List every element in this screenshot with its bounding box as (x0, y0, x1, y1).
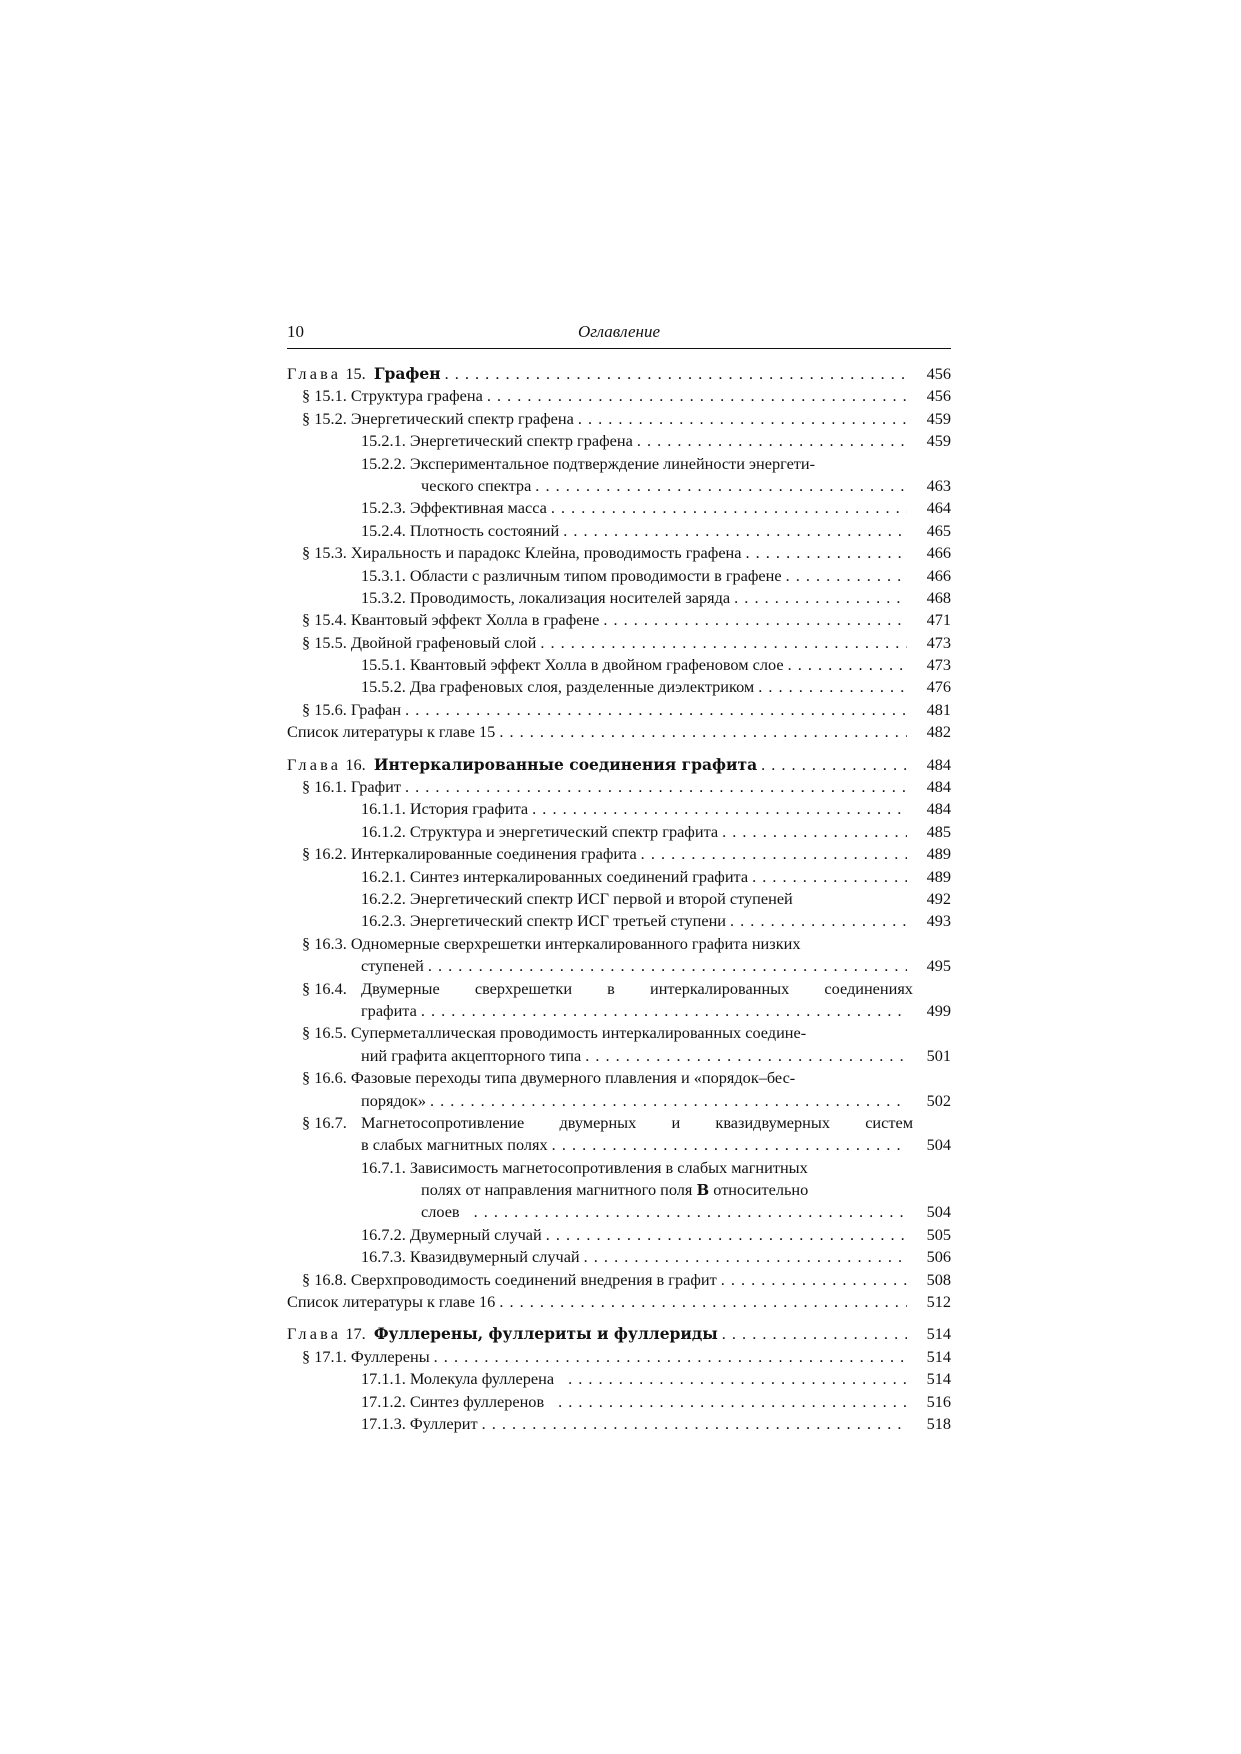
section-number: § 17.1. (302, 1346, 347, 1366)
toc-subsection-line3[interactable] (287, 1201, 951, 1223)
section-number: § 16.8. (302, 1269, 347, 1289)
toc-subsection[interactable] (287, 821, 951, 843)
toc-section[interactable] (287, 1346, 951, 1368)
toc-subsection[interactable] (287, 654, 951, 676)
page-ref: 504 (926, 1135, 951, 1155)
subsection-number: 15.5.1. (361, 655, 406, 675)
section-title: Суперметаллическая проводимость интеркалированных соедине- (350, 1023, 807, 1043)
section-title (361, 978, 913, 1000)
page-ref: 514 (926, 1324, 951, 1344)
toc-subsection[interactable] (287, 910, 951, 932)
toc-subsection[interactable] (287, 1224, 951, 1246)
leader-dots (603, 609, 907, 631)
subsection-title: Два графеновых слоя, разделенные диэлектриком (409, 677, 755, 697)
leader-dots (487, 385, 907, 407)
page-ref: 499 (926, 1000, 951, 1020)
toc-subsection[interactable] (287, 430, 951, 452)
toc-section[interactable] (287, 843, 951, 865)
page-ref: 468 (926, 587, 951, 607)
page-ref: 492 (926, 888, 951, 908)
chapter-number: 17. (345, 1324, 366, 1344)
title-word: Магнетосопротивление (361, 1112, 525, 1132)
toc-subsection[interactable] (287, 497, 951, 519)
leader-dots (405, 776, 907, 798)
chapter-title: Фуллерены, фуллериты и фуллериды (373, 1324, 718, 1344)
leader-dots (637, 430, 907, 452)
toc-section[interactable] (287, 385, 951, 407)
subsection-title: Двумерный случай (409, 1224, 542, 1244)
chapter-number: 16. (345, 754, 366, 774)
toc-section-line2[interactable] (287, 1000, 951, 1022)
toc-subsection-line1[interactable] (287, 1157, 951, 1179)
leader-dots (578, 408, 907, 430)
leader-dots (428, 955, 907, 977)
subsection-number: 16.7.1. (361, 1157, 406, 1177)
toc-section-line1[interactable] (287, 978, 951, 1000)
leader-dots (535, 475, 907, 497)
section-number: § 16.1. (302, 777, 347, 797)
subsection-number: 17.1.3. (361, 1413, 406, 1433)
section-title: Графан (350, 699, 402, 719)
subsection-number: 15.5.2. (361, 677, 406, 697)
chapter-word: Глава (287, 754, 342, 774)
toc-section-line2[interactable] (287, 955, 951, 977)
leader-dots (546, 1224, 907, 1246)
page-ref: 466 (926, 565, 951, 585)
title-word: квазидвумерных (715, 1112, 830, 1132)
subsection-title-cont: слоев (421, 1202, 460, 1222)
subsection-title: Синтез интеркалированных соединений графита (409, 866, 749, 886)
title-word: в (607, 978, 615, 998)
section-number: § 15.2. (302, 408, 347, 428)
title-word: сверхрешетки (474, 978, 573, 998)
leader-dots (430, 1090, 907, 1112)
subsection-number: 16.2.2. (361, 888, 406, 908)
chapter-word: Глава (287, 364, 342, 383)
toc-section-line1[interactable] (287, 933, 951, 955)
section-number: § 15.4. (302, 610, 347, 630)
subsection-title: Энергетический спектр графена (409, 431, 633, 451)
page-ref: 484 (926, 754, 951, 774)
page-ref: 485 (926, 821, 951, 841)
page-ref: 484 (926, 777, 951, 797)
leader-dots (722, 1323, 907, 1345)
toc-section[interactable] (287, 699, 951, 721)
section-title: Одномерные сверхрешетки интеркалированного графита низких (350, 933, 801, 953)
toc-subsection[interactable] (287, 866, 951, 888)
toc-subsection[interactable] (287, 798, 951, 820)
subsection-title: Структура и энергетический спектр графита (409, 821, 719, 841)
leader-dots (540, 632, 907, 654)
toc-subsection[interactable] (287, 676, 951, 698)
leader-dots (558, 1391, 907, 1413)
page-ref: 512 (926, 1292, 951, 1312)
toc-section[interactable] (287, 408, 951, 430)
section-title: Квантовый эффект Холла в графене (350, 610, 600, 630)
page-ref: 516 (926, 1391, 951, 1411)
leader-dots (568, 1368, 907, 1390)
toc-subsection[interactable] (287, 565, 951, 587)
leader-dots (641, 843, 907, 865)
leader-dots (552, 1134, 907, 1156)
section-number: § 16.5. (302, 1023, 347, 1043)
subsection-number: 15.2.1. (361, 431, 406, 451)
subsection-number: 16.1.2. (361, 821, 406, 841)
section-number: § 16.2. (302, 844, 347, 864)
page-ref: 481 (926, 699, 951, 719)
page-ref: 463 (926, 475, 951, 495)
section-number: § 15.6. (302, 699, 347, 719)
toc-chapter-17[interactable] (287, 1323, 951, 1345)
toc-subsection[interactable] (287, 888, 951, 910)
section-title (361, 1112, 913, 1134)
leader-dots (499, 721, 907, 743)
subsection-title: Проводимость, локализация носителей заряда (409, 587, 731, 607)
page-ref: 508 (926, 1269, 951, 1289)
subsection-title: Области с различным типом проводимости в графене (409, 565, 782, 585)
section-title: Фуллерены (350, 1346, 430, 1366)
subsection-number: 16.7.3. (361, 1247, 406, 1267)
leader-dots (734, 587, 907, 609)
leader-dots (788, 654, 907, 676)
section-number: § 15.1. (302, 386, 347, 406)
page-ref: 489 (926, 844, 951, 864)
page-ref: 459 (926, 431, 951, 451)
toc-subsection[interactable] (287, 1368, 951, 1390)
section-title-cont: графита (361, 1000, 417, 1020)
leader-dots (721, 1269, 907, 1291)
toc-references[interactable] (287, 1291, 951, 1313)
page-ref: 465 (926, 520, 951, 540)
section-title: Энергетический спектр графена (350, 408, 574, 428)
toc-subsection-line1[interactable] (287, 453, 951, 475)
subsection-number: 15.3.1. (361, 565, 406, 585)
page-ref: 495 (926, 956, 951, 976)
toc-subsection[interactable] (287, 520, 951, 542)
toc-section[interactable] (287, 1269, 951, 1291)
subsection-number: 16.7.2. (361, 1224, 406, 1244)
subsection-title: История графита (409, 799, 529, 819)
subsection-title: Квантовый эффект Холла в двойном графеновом слое (409, 655, 784, 675)
page-ref: 471 (926, 610, 951, 630)
subsection-title: Плотность состояний (409, 520, 560, 540)
section-number: § 16.7. (302, 1112, 347, 1132)
subsection-title-cont: полях от направления магнитного поля (421, 1180, 693, 1200)
subsection-number: 15.2.3. (361, 498, 406, 518)
section-title-cont: порядок» (361, 1090, 426, 1110)
references-title: Список литературы к главе 15 (287, 722, 496, 742)
leader-dots (786, 565, 907, 587)
page-ref: 518 (926, 1413, 951, 1433)
leader-dots (758, 676, 907, 698)
subsection-number: 17.1.1. (361, 1369, 406, 1389)
toc-subsection[interactable] (287, 1246, 951, 1268)
chapter-number: 15. (345, 364, 366, 383)
toc-section-line1[interactable] (287, 1022, 951, 1044)
leader-dots (551, 497, 907, 519)
page-ref: 501 (926, 1045, 951, 1065)
page-number: 10 (287, 322, 304, 341)
toc-chapter-16[interactable] (287, 754, 951, 776)
chapter-title: Интеркалированные соединения графита (373, 754, 758, 774)
toc-subsection-line2[interactable] (287, 1179, 951, 1201)
toc-section[interactable] (287, 609, 951, 631)
subsection-title: Зависимость магнетосопротивления в слабых магнитных (409, 1157, 808, 1177)
page-ref: 473 (926, 655, 951, 675)
subsection-number: 15.3.2. (361, 587, 406, 607)
leader-dots (421, 1000, 907, 1022)
leader-dots (482, 1413, 907, 1435)
leader-dots (532, 798, 907, 820)
page-header (287, 318, 951, 349)
page-ref: 456 (926, 364, 951, 383)
section-number: § 15.3. (302, 543, 347, 563)
toc-subsection[interactable] (287, 1391, 951, 1413)
subsection-number: 15.2.4. (361, 520, 406, 540)
page-ref: 476 (926, 677, 951, 697)
section-title: Хиральность и парадокс Клейна, проводимость графена (350, 543, 742, 563)
section-title-cont: ступеней (361, 956, 424, 976)
page-ref: 506 (926, 1247, 951, 1267)
running-title: Оглавление (577, 322, 661, 341)
subsection-title: Энергетический спектр ИСГ первой и второй ступеней (409, 888, 793, 908)
toc-section[interactable] (287, 542, 951, 564)
subsection-number: 16.1.1. (361, 799, 406, 819)
leader-dots (730, 910, 907, 932)
leader-dots (445, 363, 907, 385)
table-of-contents (287, 363, 951, 1435)
subsection-title: Синтез фуллеренов (409, 1391, 545, 1411)
title-word: соединениях (824, 978, 913, 998)
section-number: § 16.3. (302, 933, 347, 953)
title-word: двумерных (559, 1112, 637, 1132)
section-title: Структура графена (350, 386, 483, 406)
section-number: § 16.6. (302, 1068, 347, 1088)
section-number: § 16.4. (302, 978, 347, 998)
subsection-title: Экспериментальное подтверждение линейности энергети- (409, 453, 816, 473)
section-title: Графит (350, 777, 401, 797)
leader-dots (563, 520, 907, 542)
page-ref: 466 (926, 543, 951, 563)
section-number: § 15.5. (302, 632, 347, 652)
toc-subsection[interactable] (287, 1413, 951, 1435)
page-ref: 459 (926, 408, 951, 428)
toc-section-line2[interactable] (287, 1045, 951, 1067)
subsection-title: Квазидвумерный случай (409, 1247, 580, 1267)
leader-dots (752, 866, 907, 888)
page-ref: 456 (926, 386, 951, 406)
toc-section[interactable] (287, 776, 951, 798)
leader-dots (499, 1291, 907, 1313)
subsection-number: 15.2.2. (361, 453, 406, 473)
leader-dots (584, 1246, 907, 1268)
vector-symbol: B (696, 1181, 710, 1200)
section-title: Интеркалированные соединения графита (350, 844, 637, 864)
subsection-title-cont: ческого спектра (421, 475, 532, 495)
page-ref: 464 (926, 498, 951, 518)
leader-dots (585, 1045, 907, 1067)
toc-subsection[interactable] (287, 587, 951, 609)
leader-dots (761, 754, 907, 776)
page-ref: 502 (926, 1090, 951, 1110)
subsection-title: Эффективная масса (409, 498, 547, 518)
title-word: систем (865, 1112, 913, 1132)
page-ref: 493 (926, 911, 951, 931)
page-ref: 514 (926, 1369, 951, 1389)
chapter-word: Глава (287, 1324, 342, 1344)
page-ref: 505 (926, 1224, 951, 1244)
toc-section-line2[interactable] (287, 1090, 951, 1112)
page-ref: 489 (926, 866, 951, 886)
leader-dots (434, 1346, 907, 1368)
subsection-number: 16.2.1. (361, 866, 406, 886)
leader-dots (474, 1201, 907, 1223)
title-word: интеркалированных (649, 978, 790, 998)
toc-references[interactable] (287, 721, 951, 743)
subsection-title: Энергетический спектр ИСГ третьей ступени (409, 911, 727, 931)
leader-dots (722, 821, 907, 843)
section-title-cont: ний графита акцепторного типа (361, 1045, 582, 1065)
subsection-title: Молекула фуллерена (409, 1369, 555, 1389)
leader-dots (746, 542, 908, 564)
toc-section[interactable] (287, 632, 951, 654)
section-title: Сверхпроводимость соединений внедрения в графит (350, 1269, 717, 1289)
references-title: Список литературы к главе 16 (287, 1292, 496, 1312)
subsection-number: 17.1.2. (361, 1391, 406, 1411)
chapter-title: Графен (373, 364, 441, 383)
title-word: Двумерные (361, 978, 440, 998)
toc-section-line1[interactable] (287, 1067, 951, 1089)
leader-dots (405, 699, 907, 721)
page-ref: 504 (926, 1202, 951, 1222)
toc-chapter-15[interactable] (287, 363, 951, 385)
section-title: Двойной графеновый слой (350, 632, 537, 652)
subsection-title-cont: относительно (713, 1180, 809, 1200)
page-ref: 473 (926, 632, 951, 652)
toc-section-line1[interactable] (287, 1112, 951, 1134)
section-title: Фазовые переходы типа двумерного плавления и «порядок–бес- (350, 1068, 796, 1088)
subsection-number: 16.2.3. (361, 911, 406, 931)
toc-section-line2[interactable] (287, 1134, 951, 1156)
page-ref: 482 (926, 722, 951, 742)
toc-subsection-line2[interactable] (287, 475, 951, 497)
section-title-cont: в слабых магнитных полях (361, 1135, 548, 1155)
page-ref: 514 (926, 1346, 951, 1366)
subsection-title: Фуллерит (409, 1413, 478, 1433)
page-ref: 484 (926, 799, 951, 819)
title-word: и (671, 1112, 681, 1132)
